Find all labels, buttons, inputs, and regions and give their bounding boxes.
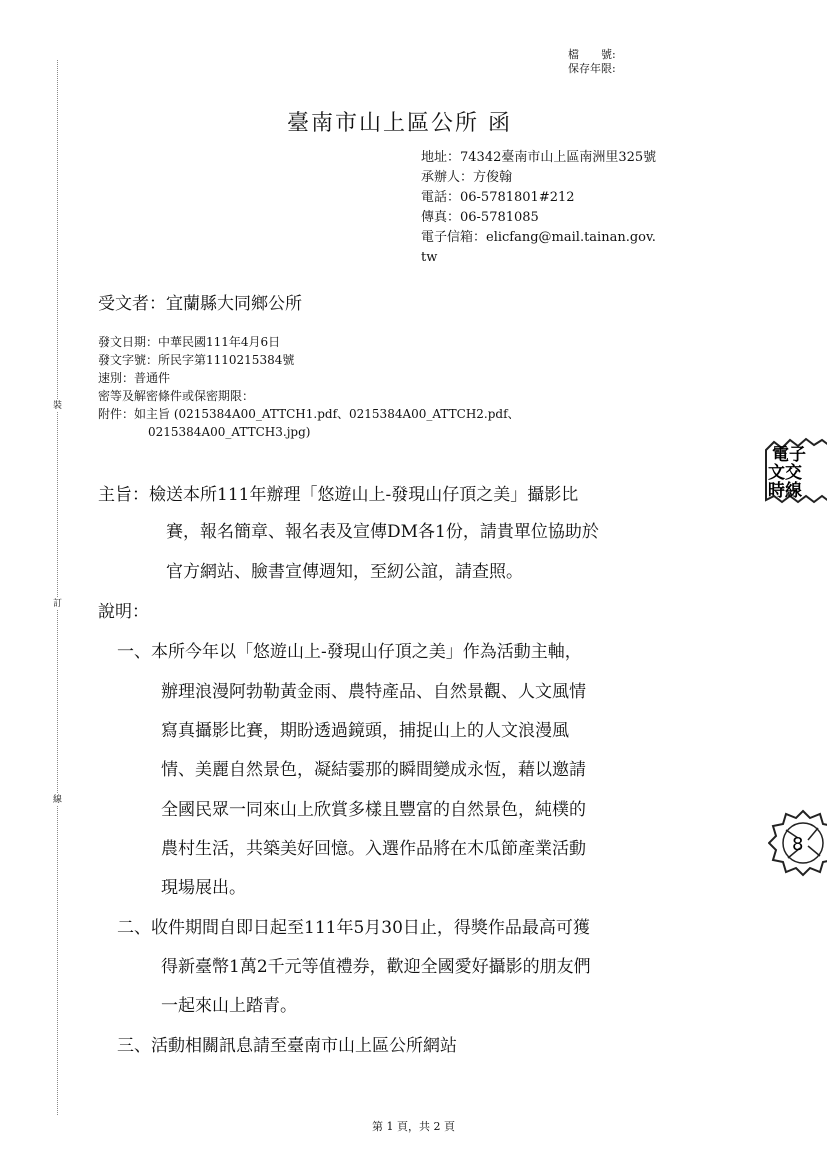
document-meta xyxy=(98,333,520,441)
item-two-line-2: 得新臺幣1萬2千元等值禮券，歡迎全國愛好攝影的朋友們 xyxy=(161,957,591,977)
retention-label: 保存年限: xyxy=(568,62,616,75)
contact-block xyxy=(421,148,721,268)
item-two-line-3: 一起來山上踏青。 xyxy=(161,996,297,1016)
file-number-label: 檔 號: xyxy=(568,48,616,61)
binding-line xyxy=(57,60,58,1115)
page-title: 臺南市山上區公所 函 xyxy=(287,111,512,136)
contact-handler: 承辦人：方俊翰 xyxy=(421,170,513,185)
subject-line-2: 賽，報名簡章、報名表及宣傳DM各1份，請貴單位協助於 xyxy=(166,522,599,542)
recipient: 受文者：宜蘭縣大同鄉公所 xyxy=(98,294,302,314)
item-one-line-7: 現場展出。 xyxy=(161,878,246,898)
archive-info xyxy=(568,48,616,76)
seal-number: 8 xyxy=(792,834,804,855)
contact-phone: 電話：06-5781801#212 xyxy=(421,190,575,205)
document-number: 發文字號：所民字第1110215384號 xyxy=(98,353,295,367)
binding-mark-zhuang: 裝 xyxy=(53,401,63,411)
stamp-text-2: 文交 xyxy=(768,463,802,483)
contact-address: 地址：74342臺南市山上區南洲里325號 xyxy=(421,150,657,165)
e-document-stamp xyxy=(760,436,827,504)
item-two-line-1: 二、收件期間自即日起至111年5月30日止，得獎作品最高可獲 xyxy=(117,918,590,938)
item-one-line-6: 農村生活，共築美好回憶。入選作品將在木瓜節產業活動 xyxy=(161,839,586,859)
item-one-line-3: 寫真攝影比賽，期盼透過鏡頭，捕捉山上的人文浪漫風 xyxy=(161,721,569,741)
classification: 密等及解密條件或保密期限： xyxy=(98,389,255,403)
attachment-list-cont: 0215384A00_ATTCH3.jpg) xyxy=(148,425,311,439)
item-three-line-1: 三、活動相關訊息請至臺南市山上區公所網站 xyxy=(117,1036,457,1056)
binding-mark-xian: 線 xyxy=(53,795,63,805)
stamp-text-3: 時線 xyxy=(768,481,802,501)
subject-line-3: 官方網站、臉書宣傳週知，至紉公誼，請查照。 xyxy=(166,562,523,582)
item-one-line-4: 情、美麗自然景色，凝結霎那的瞬間變成永恆，藉以邀請 xyxy=(161,760,586,780)
attachment-list: 附件：如主旨 (0215384A00_ATTCH1.pdf、0215384A00_ATTCH2.pdf、 xyxy=(98,407,520,421)
item-one-line-2: 辦理浪漫阿勃勒黃金雨、農特產品、自然景觀、人文風情 xyxy=(161,682,586,702)
issue-date: 發文日期：中華民國111年4月6日 xyxy=(98,335,281,349)
page-footer: 第 1 頁，共 2 頁 xyxy=(372,1120,455,1133)
contact-fax: 傳真：06-5781085 xyxy=(421,210,539,225)
item-one-line-1: 一、本所今年以「悠遊山上-發現山仔頂之美」作為活動主軸， xyxy=(117,642,582,662)
binding-mark-ding: 訂 xyxy=(53,599,63,609)
stamp-text-1: 電子 xyxy=(772,445,806,465)
delivery-speed: 速別：普通件 xyxy=(98,371,171,385)
contact-email: 電子信箱：elicfang@mail.tainan.gov. xyxy=(421,230,656,245)
explanation-label: 說明： xyxy=(98,602,149,622)
contact-email-cont: tw xyxy=(421,250,438,265)
subject-line-1: 主旨：檢送本所111年辦理「悠遊山上-發現山仔頂之美」攝影比 xyxy=(98,485,579,505)
item-one-line-5: 全國民眾一同來山上欣賞多樣且豐富的自然景色，純樸的 xyxy=(161,800,586,820)
page-seal xyxy=(768,808,827,878)
